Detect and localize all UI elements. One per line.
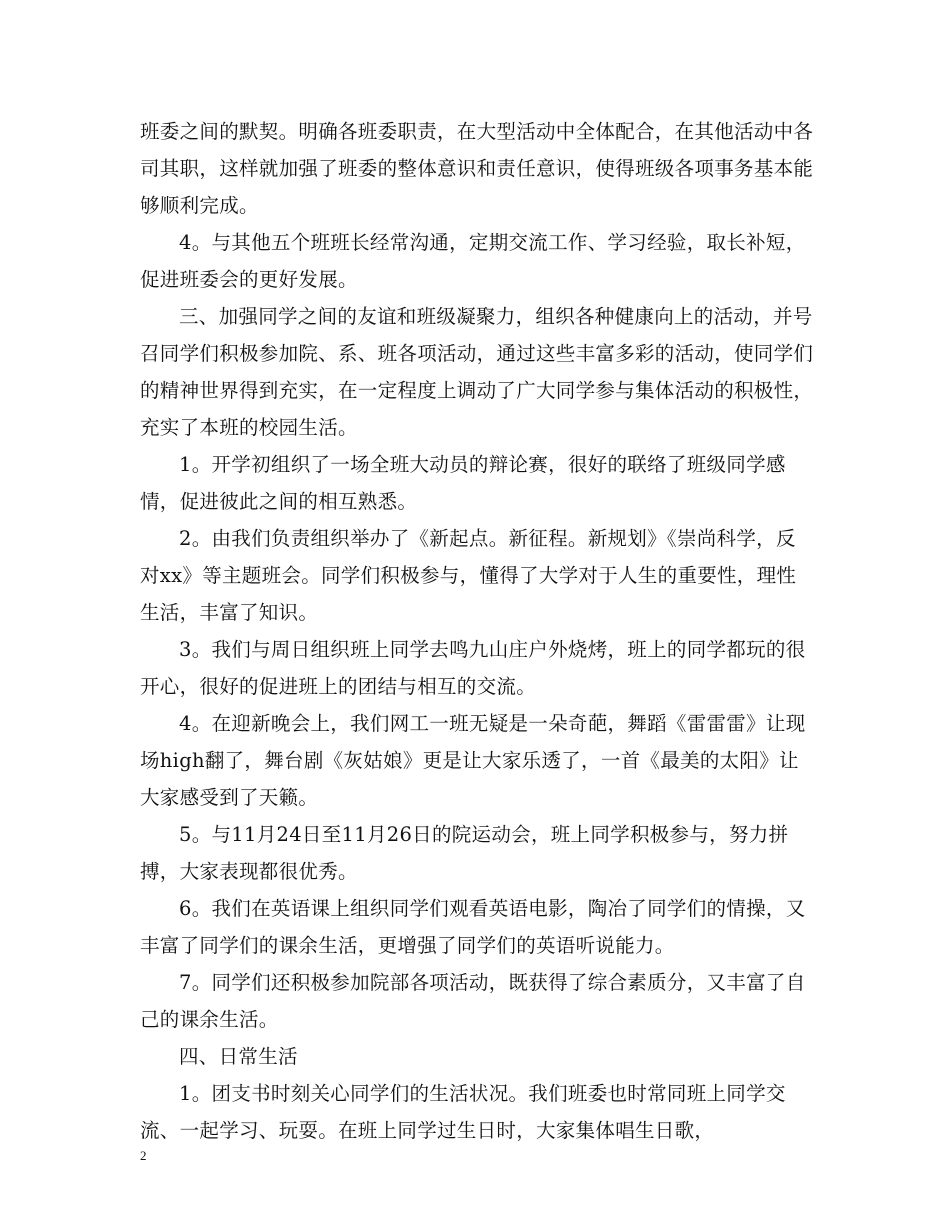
paragraph-continued: 班委之间的默契。明确各班委职责，在大型活动中全体配合，在其他活动中各司其职，这样就加强了班委的整体意识和责任意识，使得班级各项事务基本能够顺利完成。 bbox=[140, 120, 814, 217]
paragraph-item-3: 3。我们与周日组织班上同学去鸣九山庄户外烧烤，班上的同学都玩的很开心，很好的促进班上的团结与相互的交流。 bbox=[140, 638, 806, 698]
paragraph-item-6: 6。我们在英语课上组织同学们观看英语电影，陶冶了同学们的情操，又丰富了同学们的课余生活，更增强了同学们的英语听说能力。 bbox=[140, 897, 806, 957]
paragraph-item-4b: 4。在迎新晚会上，我们网工一班无疑是一朵奇葩，舞蹈《雷雷雷》让现场high翻了，舞台剧《灰姑娘》更是让大家乐透了，一首《最美的太阳》让大家感受到了天籁。 bbox=[140, 712, 806, 809]
document-body bbox=[140, 113, 815, 1149]
paragraph-item-1b: 1。团支书时刻关心同学们的生活状况。我们班委也时常同班上同学交流、一起学习、玩耍。在班上同学过生日时，大家集体唱生日歌， bbox=[140, 1082, 786, 1142]
page-number: 2 bbox=[140, 1148, 147, 1163]
section-heading-4: 四、日常生活 bbox=[179, 1045, 298, 1068]
paragraph-item-4: 4。与其他五个班班长经常沟通，定期交流工作、学习经验，取长补短，促进班委会的更好发展。 bbox=[140, 231, 806, 291]
paragraph-item-1: 1。开学初组织了一场全班大动员的辩论赛，很好的联络了班级同学感情，促进彼此之间的相互熟悉。 bbox=[140, 453, 786, 513]
paragraph-item-5: 5。与11月24日至11月26日的院运动会，班上同学积极参与，努力拼搏，大家表现都很优秀。 bbox=[140, 823, 789, 883]
paragraph-item-7: 7。同学们还积极参加院部各项活动，既获得了综合素质分，又丰富了自己的课余生活。 bbox=[140, 971, 806, 1031]
paragraph-item-2: 2。由我们负责组织举办了《新起点。新征程。新规划》《崇尚科学，反对xx》等主题班会。同学们积极参与，懂得了大学对于人生的重要性，理性生活，丰富了知识。 bbox=[140, 527, 797, 624]
paragraph-section-3: 三、加强同学之间的友谊和班级凝聚力，组织各种健康向上的活动，并号召同学们积极参加院、系、班各项活动，通过这些丰富多彩的活动，使同学们的精神世界得到充实，在一定程度上调动了广大同学参与集体活动的积极性，充实了本班的校园生活。 bbox=[140, 305, 814, 439]
